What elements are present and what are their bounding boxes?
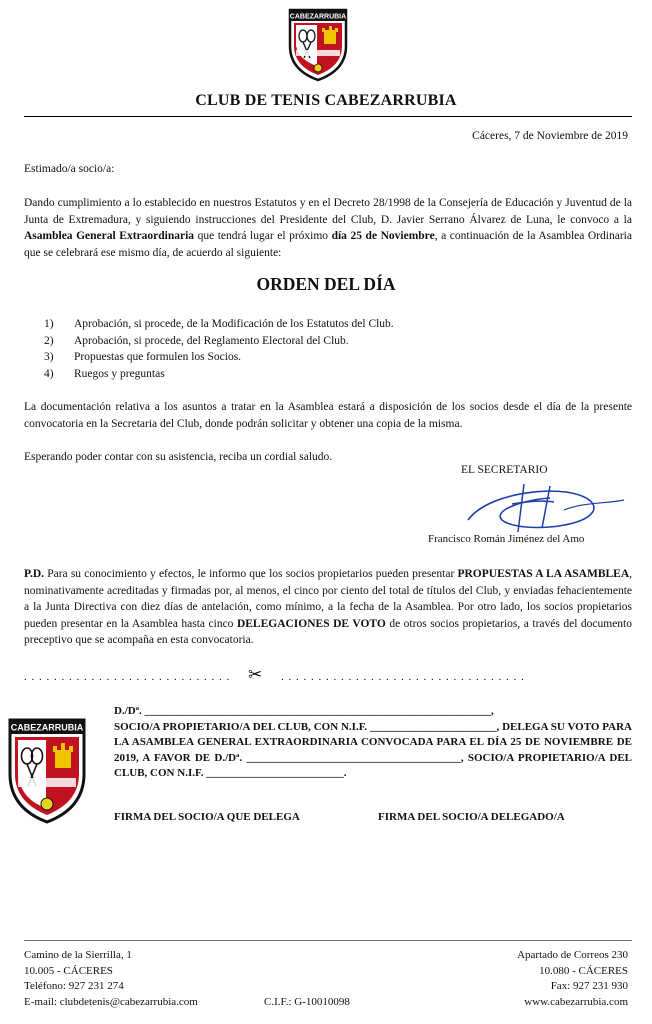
svg-text:CABEZARRUBIA: CABEZARRUBIA [289,13,347,21]
scissors-icon: ✂ [248,665,264,684]
signature-image [454,480,630,538]
closing-line: Esperando poder contar con su asistencia, reciba un cordial saludo. [24,451,333,463]
postscript-paragraph: P.D. Para su conocimiento y efectos, le informo que los socios propietarios pueden presentar PROPUESTAS A LA ASAMBLEA, nominativamente acreditadas y firmadas por, al menos, el cinco por ciento del total de títulos del Club, y enviadas fehacientemente a la Junta Directiva con diez días de antelación, como mínimo, a la fecha de la Asamblea. Por otro lado, los socios propietarios pueden presentar en la Asamblea hasta cinco DELEGACIONES DE VOTO de otros socios propietarios, a través del documento preceptivo que se acompaña en esta convocatoria. [24,568,633,646]
footer-right [517,948,628,1010]
intro-text-1: Dando cumplimiento a lo establecido en nuestros Estatutos y en el Decreto 28/1998 de la Consejería de Educación y Juventud de la Junta de Extremadura, y siguiendo instrucciones del Presidente del Club, D. Javier Serrano Álvarez de Luna, le convoco a la [24,197,632,226]
intro-text-2: que tendrá lugar el próximo [194,230,332,242]
header-divider [24,116,632,117]
footer-left [24,948,198,1010]
greeting: Estimado/a socio/a: [24,163,115,175]
footer-fax: Fax: 927 231 930 [550,980,628,992]
delegate-signature-label: FIRMA DEL SOCIO/A DELEGADO/A [378,811,565,823]
agenda-item: 3) Propuestas que formulen los Socios. [44,351,242,363]
footer-city: 10.005 - CÁCERES [24,964,113,977]
intro-bold-date: día 25 de Noviembre [331,230,435,242]
cut-line: . . . . . . . . . . . . . . . . . . . . . . . . . . . . ✂ . . . . . . . . . . . . . . . . . . . . . . . . . . . . . . . . . [24,665,525,684]
intro-bold-assembly: Asamblea General Extraordinaria [24,230,195,242]
intro-text-3: , a continuación de la Asamblea Ordinaria que se celebrará ese mismo día, de acuerdo al siguiente: [24,230,632,259]
intro-paragraph [24,195,632,261]
signer-role: EL SECRETARIO [461,464,548,476]
footer-divider [24,940,632,941]
delegator-signature-label: FIRMA DEL SOCIO/A QUE DELEGA [114,811,300,823]
letter-date: Cáceres, 7 de Noviembre de 2019 [472,130,628,142]
agenda-title: ORDEN DEL DÍA [256,274,396,294]
agenda-item: 1) Aprobación, si procede, de la Modificación de los Estatutos del Club. [44,318,394,330]
footer-po-box: Apartado de Correos 230 [517,949,628,961]
agenda-item: 2) Aprobación, si procede, del Reglamento Electoral del Club. [44,334,349,347]
documentation-paragraph: La documentación relativa a los asuntos a tratar en la Asamblea estará a disposición de los socios desde el día de la presente convocatoria en la Secretaria del Club, donde podrán solicitar y obtener una copia de la misma. [24,401,632,430]
footer-po-city: 10.080 - CÁCERES [539,964,628,977]
pd-label: P.D. [24,568,45,580]
svg-text:CABEZARRUBIA: CABEZARRUBIA [10,722,84,733]
footer-website: www.cabezarrubia.com [524,995,628,1008]
club-logo [286,6,350,82]
delegation-name-line: D./Dª. _______________________________________________________________, [114,705,494,717]
agenda-item: 4) Ruegos y preguntas [44,367,165,380]
footer-address: Camino de la Sierrilla, 1 [24,949,132,961]
pd-bold-proposals: PROPUESTAS A LA ASAMBLEA [457,568,630,580]
delegation-body: SOCIO/A PROPIETARIO/A DEL CLUB, CON N.I.F. _______________________, DELEGA SU VOTO PARA LA ASAMBLEA GENERAL EXTRAORDINARIA CONVOCADA PARA EL DÍA 25 DE NOVIEMBRE DE 2019, A FAVOR DE D./Dª. _______________________________________, SOCIO/A PROPIETARIO/A DEL CLUB, CON N.I.F. _________________________. [114,720,632,779]
footer-phone: Teléfono: 927 231 274 [24,980,124,992]
pd-bold-delegations: DELEGACIONES DE VOTO [236,617,386,630]
signer-name: Francisco Román Jiménez del Amo [428,533,585,545]
footer-cif: C.I.F.: G-10010098 [264,995,350,1008]
footer-email: E-mail: clubdetenis@cabezarrubia.com [24,995,198,1008]
club-logo-bottom [6,716,88,826]
page-title: CLUB DE TENIS CABEZARRUBIA [195,92,457,109]
